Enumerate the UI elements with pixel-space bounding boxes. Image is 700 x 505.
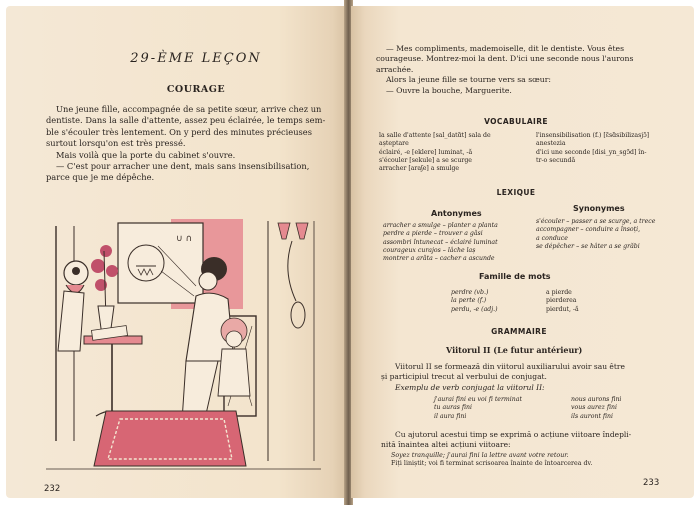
synonym-entry: se dépêcher – se hâter a se grăbi — [536, 242, 640, 250]
famille-entry: perdu, -e (adj.) — [451, 305, 498, 313]
antonym-entry: arracher a smulge – planter a planta — [383, 222, 498, 229]
famille-entry: la perte (f.) — [451, 297, 487, 305]
page-number-left: 232 — [44, 484, 61, 494]
synonymes-heading: Synonymes — [573, 204, 625, 213]
page-number-right: 233 — [643, 478, 660, 488]
text-line: nită înaintea altei acțiuni viitoare: — [381, 440, 511, 450]
text-line: dentiste. Dans la salle d'attente, assez peu éclairée, le temps sem- — [46, 115, 326, 126]
synonymes-list — [536, 218, 686, 251]
text-line: Viitorul II se formează din viitorul auxiliarului avoir sau être — [395, 362, 625, 371]
vocab-list-right — [536, 132, 686, 165]
vocab-entry: éclairé, -e [eklere] luminat, -ă — [379, 148, 473, 156]
famille-list-right — [546, 289, 636, 314]
left-page — [6, 6, 346, 498]
vocab-entry: anestezia — [536, 140, 566, 148]
example-sentence: Soyez tranquille; j'aurai fini la lettre avant votre retour. — [391, 452, 569, 459]
text-line: Une jeune fille, accompagnée de sa petite sœur, arrive chez un — [56, 104, 322, 114]
vocab-entry: la salle d'attente [sal_datɑ̃t] sala de — [379, 132, 491, 139]
vocab-entry: s'écouler [sekule] a se scurge — [379, 156, 472, 164]
famille-entry: pierderea — [546, 297, 577, 305]
text-line: arrachée. — [376, 64, 414, 74]
conjugation-entry: nous aurons fini — [571, 396, 622, 403]
vocab-entry: l'insensibilisation (f.) [ɛ̃sɑ̃sibilizasjɔ̃] — [536, 132, 650, 139]
lesson-heading: COURAGE — [166, 84, 226, 95]
vocabulaire-heading: VOCABULAIRE — [484, 117, 548, 126]
famille-entry: a pierde — [546, 289, 572, 296]
text-line: Mais voilà que la porte du cabinet s'ouvre. — [56, 149, 236, 160]
famille-list-left — [451, 289, 541, 314]
conjugation-entry: j'aurai fini eu voi fi terminat — [434, 396, 522, 403]
synonym-entry: accompagner – conduire a însoți, — [536, 226, 641, 234]
vocab-entry: arracher [araʃe] a smulge — [379, 165, 460, 173]
synonym-entry: s'écouler – passer a se scurge, a trece — [536, 218, 656, 225]
famille-entry: pierdut, -ă — [546, 305, 579, 313]
vocab-entry: tr-o secundă — [536, 156, 576, 164]
conjugation-right — [571, 396, 671, 421]
grammar-explanation — [381, 362, 681, 393]
synonym-entry: a conduce — [536, 234, 568, 242]
text-line: courageuse. Montrez-moi la dent. D'ici une seconde nous l'aurons — [376, 54, 634, 64]
lexique-heading: LEXIQUE — [496, 188, 536, 197]
antonym-entry: perdre a pierde – trouver a găsi — [383, 230, 483, 238]
conjugation-left — [434, 396, 564, 421]
antonym-entry: courageux curajos – lâche laș — [383, 246, 476, 254]
text-line: ble s'écouler très lentement. On y perd des minutes précieuses — [46, 126, 312, 137]
antonymes-list — [383, 222, 533, 263]
text-line: Cu ajutorul acestui timp se exprimă o acțiune viitoare îndepli- — [395, 430, 632, 439]
right-page — [351, 6, 694, 498]
example-sentence: Fiți liniștit; voi fi terminat scrisoarea înainte de întoarcerea dv. — [391, 460, 593, 468]
antonym-entry: assombri întunecat – éclairé luminat — [383, 238, 498, 246]
famille-heading: Famille de mots — [479, 272, 551, 281]
usage-examples — [391, 452, 681, 469]
conjugation-entry: ils auront fini — [571, 412, 613, 420]
dentist-illustration — [46, 211, 321, 479]
text-line: și participiul trecut al verbului de conjugat. — [381, 372, 547, 382]
vocab-list-left — [379, 132, 529, 173]
text-line: — C'est pour arracher une dent, mais sans insensibilisation, — [56, 161, 310, 172]
usage-explanation — [381, 430, 686, 451]
text-line: — Mes compliments, mademoiselle, dit le dentiste. Vous êtes — [386, 44, 625, 53]
dialogue-paragraph — [376, 44, 686, 96]
antonym-entry: montrer a arăta – cacher a ascunde — [383, 255, 495, 263]
antonymes-heading: Antonymes — [431, 209, 482, 218]
lesson-title: 29-ÈME LEÇON — [130, 51, 262, 66]
viitorul-heading: Viitorul II (Le futur antérieur) — [446, 345, 583, 355]
conjugation-entry: tu auras fini — [434, 404, 472, 412]
text-line: Alors la jeune fille se tourne vers sa sœur: — [386, 75, 551, 85]
text-line: parce que je me dépêche. — [46, 172, 155, 183]
vocab-entry: d'ici une seconde [disi_yn_sgɔ̃d] în- — [536, 148, 647, 156]
vocab-entry: așteptare — [379, 140, 409, 148]
story-paragraph — [46, 104, 326, 184]
conjugation-entry: il aura fini — [434, 412, 467, 420]
grammaire-heading: GRAMMAIRE — [491, 327, 547, 336]
famille-entry: perdre (vb.) — [451, 289, 489, 296]
text-line: Exemplu de verb conjugat la viitorul II: — [395, 382, 545, 392]
conjugation-entry: vous aurez fini — [571, 404, 617, 412]
text-line: surtout lorsqu'on est très pressé. — [46, 138, 186, 149]
text-line: — Ouvre la bouche, Marguerite. — [386, 85, 512, 95]
svg-text:∪ ∩: ∪ ∩ — [176, 234, 193, 244]
